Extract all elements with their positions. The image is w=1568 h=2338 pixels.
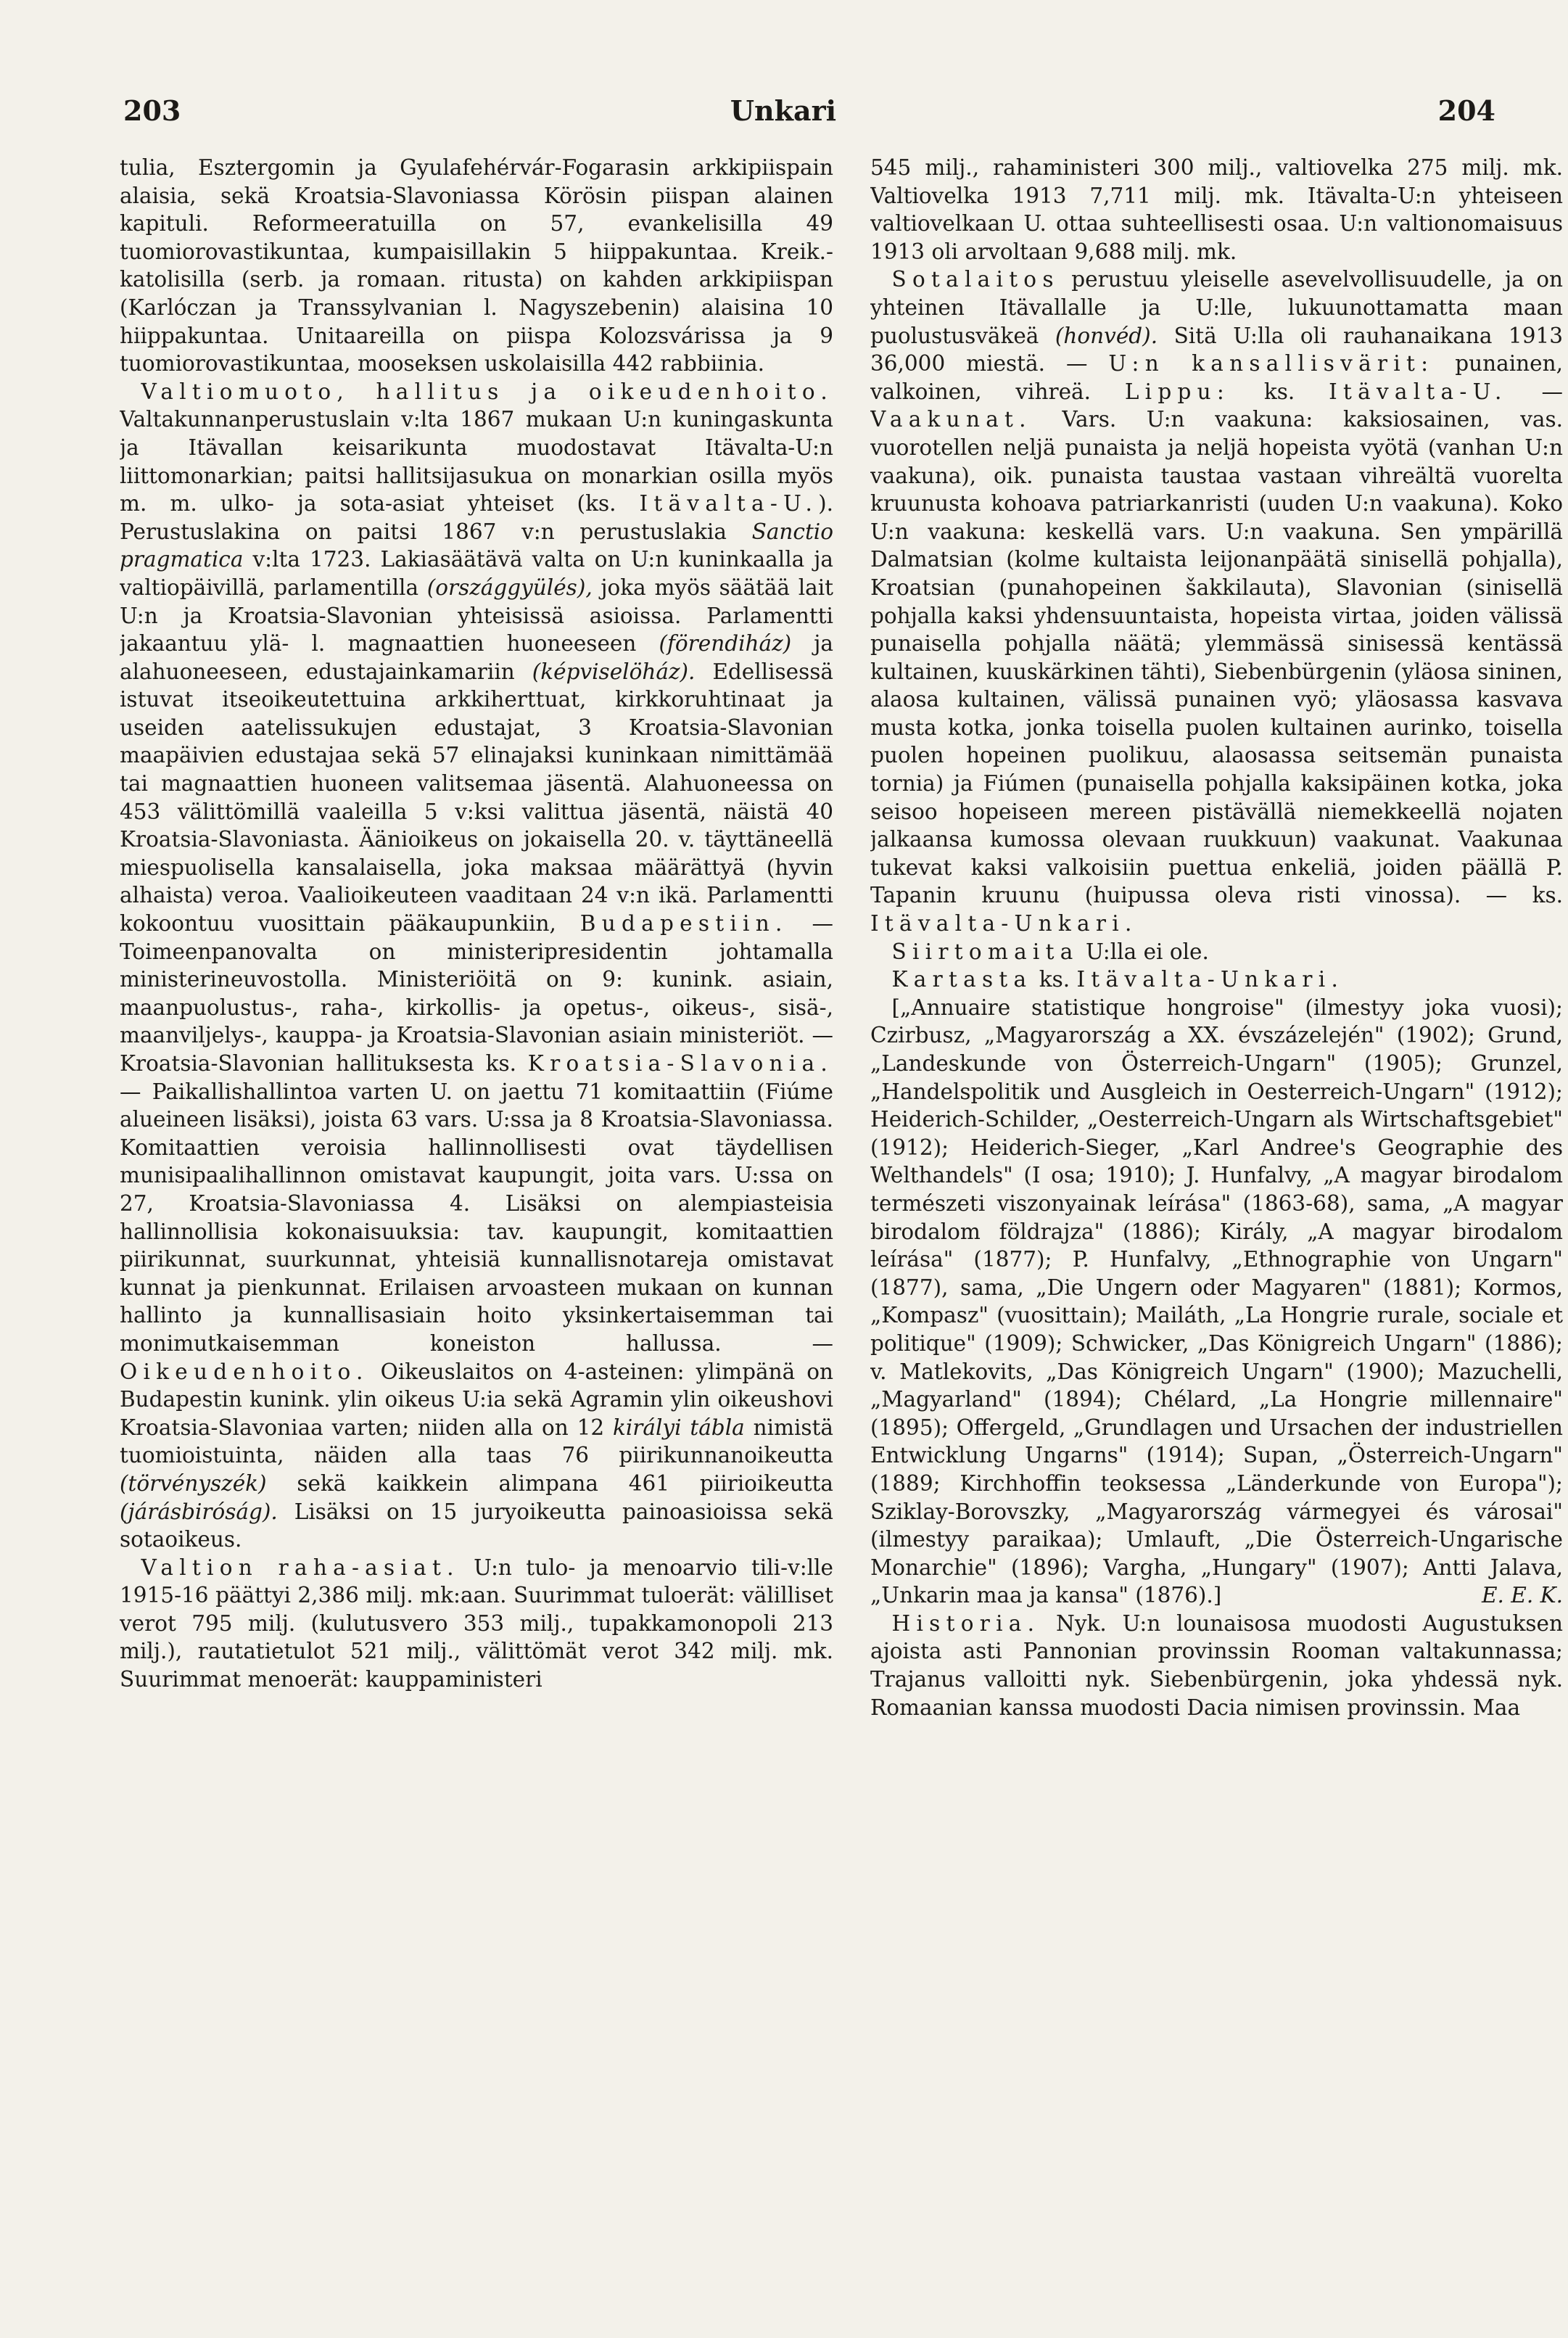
text-run: 545 milj., rahaministeri 300 milj., valtiovelka 275 milj. mk. Valtiovelka 1913 7,711 milj. mk. Itävalta-U:n yhteiseen valtiovelkaan U. ottaa suhteellisesti osaa. U:n valtionomaisuus 1913 oli arvoltaan 9,688 milj. mk. (870, 155, 1563, 264)
page-number-left: 203 (123, 94, 181, 127)
section-heading-history: Historia. (891, 1610, 1041, 1636)
text-run: Sitä U:lla oli rauhanaikana 1913 36,000 miestä. — (870, 323, 1563, 376)
text-run: punainen, valkoinen, vihreä. (870, 351, 1563, 404)
text-run: Edellisessä istuvat itseoikeutettuina arkkiherttuat, kirkkoruhtinaat ja useiden aatelissukujen edustajat, 3 Kroatsia-Slavonian maapäivien edustajaa sekä 57 elinajaksi kuninkaan nimittämää tai magnaattien huoneen valitsemaa jäsentä. Alahuoneessa on 453 välittömillä vaaleilla 5 v:ksi valittua jäsentä, näistä 40 Kroatsia-Slavoniasta. Äänioikeus on jokaisella 20. v. täyttäneellä miespuolisella kansalaisella, joka maksaa määrättyä (hyvin alhaista) veroa. Vaalioikeuteen vaaditaan 24 v:n ikä. Parlamentti kokoontuu vuosittain pääkaupunkiin, (120, 659, 833, 937)
right-column (870, 154, 1563, 2323)
cross-reference: Itävalta-Unkari. (1076, 967, 1345, 992)
section-heading-justice: Oikeudenhoito. (120, 1359, 369, 1384)
section-heading-maps: Kartasta (891, 967, 1033, 992)
paragraph-finances-cont (870, 154, 1563, 266)
italic-term: királyi tábla (612, 1415, 745, 1440)
text-run: v:lta 1723. Lakiasäätävä valta on U:n kuninkaalla ja valtiopäivillä, parlamentilla (120, 547, 833, 600)
text-run: — Paikallishallintoa varten U. on jaettu 71 komitaattiin (Fiúme alueineen lisäksi), joista 63 vars. U:ssa ja 8 Kroatsia-Slavoniassa. Komitaattien veroisia hallinnollisesti ovat täydellisen munisipaalihallinnon omistavat kaupungit, joita vars. U:ssa on 27, Kroatsia-Slavoniassa 4. Lisäksi on alempiasteisia hallinnollisia kokonaisuuksia: tav. kaupungit, komitaattien piirikunnat, suurkunnat, yhteisiä kunnallisnotareja omistavat kunnat ja pienkunnat. Erilaisen arvoasteen mukaan on kunnan hallinto ja kunnallisasiain hoito yksinkertaisemman tai monimutkaisemman koneiston hallussa. — (120, 1079, 833, 1356)
section-heading-colonies: Siirtomaita (891, 939, 1079, 964)
text-run: Valtakunnanperustuslain v:lta 1867 mukaan U:n kuningaskunta ja Itävallan keisarikunta muodostavat Itävalta-U:n liittomonarkian; paitsi hallitsijasukua on monarkian osilla myös m. m. ulko- ja sota-asiat yhteiset (ks. (120, 407, 833, 516)
paragraph-maps (870, 966, 1563, 994)
section-heading-colors: U:n kansallisvärit: (1108, 351, 1435, 376)
text-run: Nyk. U:n lounaisosa muodosti Augustuksen ajoista asti Pannonian provinssin Rooman valtakunnassa; Trajanus valloitti nyk. Siebenbürgenin, joka yhdessä nyk. Romaanian kanssa muodosti Dacia nimisen provinssin. Maa (870, 1610, 1563, 1720)
page-header (0, 94, 1568, 138)
section-heading-flag: Lippu: (1124, 379, 1231, 404)
paragraph-history (870, 1610, 1563, 1721)
text-run: ). Perustuslakina on paitsi 1867 v:n perustuslakia (120, 491, 833, 544)
text-run: Oikeuslaitos on 4-asteinen: ylimpänä on Budapestin kunink. ylin oikeus U:ia sekä Agramin ylin oikeushovi Kroatsia-Slavoniaa varten; niiden alla on 12 (120, 1359, 833, 1440)
text-run: Lisäksi on 15 juryoikeutta painoasioissa sekä sotaoikeus. (120, 1499, 833, 1552)
section-heading-finances: Valtion raha-asiat. (141, 1555, 460, 1580)
section-heading-military: Sotalaitos (891, 267, 1060, 292)
bibliography-text: [„Annuaire statistique hongroise" (ilmestyy joka vuosi); Czirbusz, „Magyarország a XX. évszázelején" (1902); Grund, „Landeskunde von Österreich-Ungarn" (1905); Grunzel, „Handelspolitik und Ausgleich in Oesterreich-Ungarn" (1912); Heiderich-Schilder, „Oesterreich-Ungarn als Wirtschaftsgebiet" (1912); Heiderich-Sieger, „Karl Andree's Geographie des Welthandels" (I osa; 1910); J. Hunfalvy, „A magyar birodalom természeti viszonyainak leírása" (1863-68), sama, „A magyar birodalom földrajza" (1886); Király, „A magyar birodalom leírása" (1877); P. Hunfalvy, „Ethnographie von Ungarn" (1877), sama, „Die Ungern oder Magyaren" (1881); Kormos, „Kompasz" (vuosittain); Mailáth, „La Hongrie rurale, sociale et politique" (1909); Schwicker, „Das Königreich Ungarn" (1886); v. Matlekovits, „Das Königreich Ungarn" (1900); Mazuchelli, „Magyarland" (1894); Chélard, „La Hongrie millennaire" (1895); Offergeld, „Grundlagen und Ursachen der industriellen Entwicklung Ungarns" (1914); Supan, „Österreich-Ungarn" (1889; Kirchhoffin teoksessa „Länderkunde von Europa"); Sziklay-Borovszky, „Magyarország vármegyei és városai" (ilmestyy paraikaa); Umlauft, „Die Österreich-Ungarische Monarchie" (1896); Vargha, „Hungary" (1907); Antti Jalava, „Unkarin maa ja kansa" (1876).] (870, 995, 1563, 1608)
text-run: tulia, Esztergomin ja Gyulafehérvár-Fogarasin arkkipiispain alaisia, sekä Kroatsia-Slavoniassa Körösin piispan alainen kapituli. Reformeeratuilla on 57, evankelisilla 49 tuomiorovastikuntaa, kumpaisillakin 5 hiippakuntaa. Kreik.-katolisilla (serb. ja romaan. ritusta) on kahden arkkipiispan (Karlóczan ja Transsylvanian l. Nagyszebenin) alaisina 10 hiippakuntaa. Unitaareilla on piispa Kolozsvárissa ja 9 tuomiorovastikuntaa, mooseksen uskolaisilla 442 rabbiinia. (120, 155, 833, 376)
author-signature: E. E. K. (1482, 1583, 1563, 1608)
italic-term: (képviselöház). (532, 659, 696, 684)
text-run: ks. (1032, 967, 1077, 992)
italic-term: Sanctio pragmatica (120, 519, 833, 572)
text-run: — Toimeenpanovalta on ministeripresidentin johtamalla ministerineuvostolla. Ministeriöitä on 9: kunink. asiain, maanpuolustus-, raha-, kirkollis- ja opetus-, oikeus-, sisä-, maanviljelys-, kauppa- ja Kroatsia-Slavonian asiain ministeriöt. — Kroatsia-Slavonian hallituksesta ks. (120, 911, 833, 1076)
text-run: U:n tulo- ja menoarvio tili-v:lle 1915-16 päättyi 2,386 milj. mk:aan. Suurimmat tuloerät: välilliset verot 795 milj. (kulutusvero 353 milj., tupakkamonopoli 213 milj.), rautatietulot 521 milj., välittömät verot 342 milj. mk. Suurimmat menoerät: kauppaministeri (120, 1555, 833, 1692)
text-run: U:lla ei ole. (1078, 939, 1209, 964)
cross-reference: Itävalta-U. (639, 491, 819, 516)
text-run: nimistä tuomioistuinta, näiden alla taas 76 piirikunnanoikeutta (120, 1415, 833, 1468)
text-run: joka myös säätää lait U:n ja Kroatsia-Slavonian yhteisissä asioissa. Parlamentti jakaantuu ylä- l. magnaattien huoneeseen (120, 575, 833, 656)
section-heading-government: Valtiomuoto, hallitus ja oikeudenhoito. (141, 379, 833, 404)
text-run: — (1507, 379, 1563, 404)
italic-term: (förendiház) (659, 631, 792, 656)
running-title: Unkari (730, 94, 837, 127)
page-number-right: 204 (1437, 94, 1495, 127)
text-run: perustuu yleiselle asevelvollisuudelle, ja on yhteinen Itävallalle ja U:lle, lukuunottamatta maan puolustusväkeä (870, 267, 1563, 348)
text-run: Vars. U:n vaakuna: kaksiosainen, vas. vuorotellen neljä punaista ja neljä hopeista vyötä (vanhan U:n vaakuna), oik. punaista taustaa vastaan vihreältä vuorelta kruunusta kohoava patriarkanristi (uuden U:n vaakuna). Koko U:n vaakuna: keskellä vars. U:n vaakuna. Sen ympärillä Dalmatsian (kolme kultaista leijonanpäätä sinisellä pohjalla), Kroatsian (punahopeinen šakkilauta), Slavonian (sinisellä pohjalla kaksi yhdensuuntaista, hopeista virtaa, joiden välissä punaisella pohjalla näätä; ylemmässä sinisessä kentässä kultainen, kuuskärkinen tähti), Siebenbürgenin (yläosa sininen, alaosa kultainen, välissä punainen vyö; yläosassa kasvava musta kotka, jonka toisella puolen kultainen aurinko, toisella puolen hopeinen puolikuu, alaosassa seitsemän punaista tornia) ja Fiúmen (punaisella pohjalla kaksipäinen kotka, joka seisoo hopeiseen mereen pistävällä niemekkeellä nojaten jalkaansa kumossa olevaan ruukkuun) vaakunat. Vaakunaa tukevat kaksi valkoisiin puettua enkeliä, joiden päällä P. Tapanin kruunu (huipussa oleva risti vinossa). — ks. (870, 407, 1563, 908)
left-column (120, 154, 833, 2323)
text-run: sekä kaikkein alimpana 461 piirioikeutta (266, 1470, 833, 1496)
text-run: ja alahuoneeseen, edustajainkamariin (120, 631, 833, 684)
paragraph-bibliography (870, 994, 1563, 1610)
paragraph-colonies (870, 938, 1563, 966)
section-heading-arms: Vaakunat. (870, 407, 1032, 432)
paragraph-military (870, 266, 1563, 937)
cross-reference: Itävalta-U. (1329, 379, 1508, 404)
cross-reference: Kroatsia-Slavonia. (527, 1051, 833, 1076)
italic-term: (honvéd). (1055, 323, 1158, 348)
spaced-term: Budapestiin. (579, 911, 788, 937)
text-run: ks. (1230, 379, 1329, 404)
italic-term: (járásbiróság). (120, 1499, 278, 1524)
italic-term: (törvényszék) (120, 1470, 267, 1496)
paragraph-finances (120, 1554, 833, 1694)
cross-reference: Itävalta-Unkari. (870, 911, 1138, 937)
paragraph-religion (120, 154, 833, 378)
paragraph-government (120, 378, 833, 1554)
italic-term: (országgyülés), (426, 575, 593, 600)
